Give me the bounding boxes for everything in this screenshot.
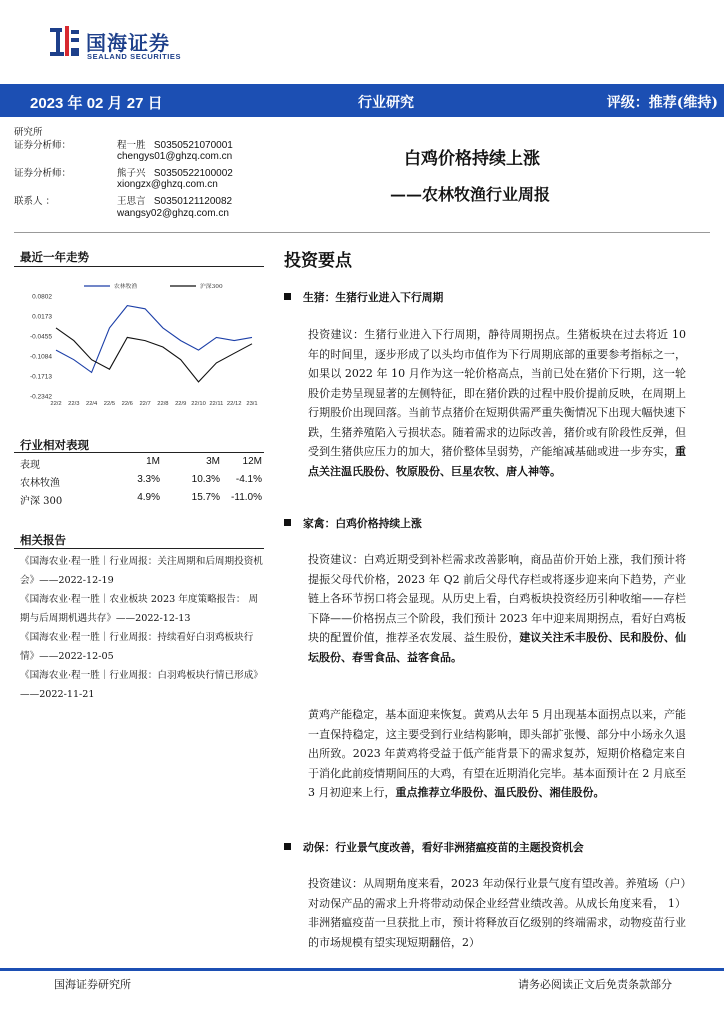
- sealand-logo-icon: [50, 26, 80, 60]
- logo-text-en: SEALAND SECURITIES: [87, 52, 182, 61]
- analyst-2-label: 证券分析师：: [14, 168, 72, 179]
- related-report-link[interactable]: 《国海农业·程一胜｜农业板块 2023 年度策略报告： 周期与后周期机遇共存》——2022-12-13: [20, 594, 259, 624]
- report-title: 白鸡价格持续上涨: [404, 149, 540, 169]
- perf-header-cell: 表现: [20, 460, 40, 471]
- chart-series-line: [56, 328, 252, 382]
- footer-rule: [0, 968, 724, 971]
- chart-xtick-label: 22/8: [157, 401, 169, 406]
- chart-xtick-label: 22/5: [103, 401, 116, 406]
- paragraph-text: 投资建议：白鸡近期受到补栏需求改善影响，商品苗价开始上涨，我们预计将提振父母代价格，2023 年 Q2 前后父母代存栏或将逐步迎来向下趋势，产业链上各环节拐口将会显现。从历史上看，白鸡板块投资经历引种收缩——存栏下降——价格拐点三个阶段，我们预计 2023 年中迎来周期拐点，看好白鸡板块的配置价值，推荐圣农发展、益生股份，: [308, 553, 686, 644]
- analyst-2-name: 熊子兴: [117, 168, 146, 179]
- analyst-1-name: 程一胜: [117, 140, 146, 151]
- chart-xtick-label: 22/2: [50, 401, 62, 406]
- perf-heading-rule: [14, 452, 264, 453]
- perf-header-cell: 12M: [242, 456, 262, 467]
- bullet-square-icon: [284, 843, 291, 850]
- perf-cell: 沪深 300: [20, 496, 63, 507]
- perf-cell: 10.3%: [191, 474, 220, 485]
- perf-cell: 15.7%: [191, 492, 220, 503]
- trend-heading-rule: [14, 266, 264, 267]
- logo-text-cn: 国海证券: [86, 31, 170, 55]
- report-type: 行业研究: [358, 95, 414, 111]
- paragraph: [308, 874, 686, 952]
- perf-cell: 4.9%: [137, 492, 160, 503]
- section-title-poultry: [284, 516, 422, 531]
- bullet-square-icon: [284, 519, 291, 526]
- chart-series-line: [56, 306, 252, 373]
- header-divider: [14, 232, 710, 233]
- perf-cell: 农林牧渔: [20, 478, 60, 489]
- rating: 评级：推荐(维持): [606, 95, 718, 111]
- chart-xtick-label: 22/10: [191, 401, 206, 406]
- chart-xtick-label: 23/1: [246, 401, 258, 406]
- chart-ytick-label: 0.0802: [32, 293, 52, 301]
- footer-disclaimer: 请务必阅读正文后免责条款部分: [518, 978, 672, 991]
- section-title-text: 动保：行业景气度改善，看好非洲猪瘟疫苗的主题投资机会: [303, 841, 584, 854]
- chart-ytick-label: -0.0455: [29, 333, 52, 341]
- paragraph-text: 黄鸡产能稳定，基本面迎来恢复。黄鸡从去年 5 月出现基本面拐点以来，产能一直保持稳定，这主要受到行业结构影响，即头部扩张慢、部分中小场永久退出所致。2023 年黄鸡将受益于低产能背景下的需求复苏，短期价格稳定来自于消化此前疫情期间压的大鸡，有望在近期消化完毕。基本面预计在 2 月底至 3 月初迎来上行，: [308, 708, 686, 799]
- chart-xtick-label: 22/6: [121, 401, 133, 406]
- analyst-1-email[interactable]: chengys01@ghzq.com.cn: [117, 151, 233, 162]
- section-title-pig: [284, 290, 443, 305]
- footer-institute: 国海证券研究所: [54, 978, 131, 991]
- paragraph-text: 投资建议：从周期角度来看，2023 年动保行业景气度有望改善。养殖场（户）对动保产品的需求上升将带动动保企业经营业绩改善。从成长角度来看， 1）非洲猪瘟疫苗一旦获批上市，预计将释放百亿级别的终端需求，动物疫苗行业的市场规模有望实现短期翻倍，2）: [308, 877, 686, 949]
- reports-heading-rule: [14, 548, 264, 549]
- perf-row: [20, 474, 264, 492]
- section-heading-key-points: 投资要点: [284, 251, 352, 271]
- chart-xtick-label: 22/7: [139, 401, 151, 406]
- paragraph-bold: 建议关注禾丰股份、民和股份、仙坛股份、春雪食品、益客食品。: [308, 631, 687, 664]
- section-title-text: 生猪：生猪行业进入下行周期: [303, 291, 444, 304]
- perf-row: [20, 492, 264, 510]
- related-report-link[interactable]: 《国海农业·程一胜｜行业周报：持续看好白羽鸡板块行情》——2022-12-05: [20, 632, 254, 662]
- analyst-2-email[interactable]: xiongzx@ghzq.com.cn: [117, 179, 218, 190]
- perf-header-cell: 1M: [146, 456, 160, 467]
- contact-email[interactable]: wangsy02@ghzq.com.cn: [117, 208, 229, 219]
- related-report-link[interactable]: 《国海农业·程一胜｜行业周报：白羽鸡板块行情已形成》——2022-11-21: [20, 670, 263, 700]
- paragraph: [308, 705, 686, 803]
- report-date: 2023 年 02 月 27 日: [30, 95, 163, 112]
- contact-label: 联系人 ：: [14, 196, 56, 207]
- related-report-link[interactable]: 《国海农业·程一胜｜行业周报：关注周期和后周期投资机会》——2022-12-19: [20, 556, 263, 586]
- institute-label: 研究所: [14, 127, 43, 138]
- reports-heading: 相关报告: [20, 533, 66, 547]
- paragraph-bold: 重点推荐立华股份、温氏股份、湘佳股份。: [395, 786, 605, 799]
- perf-cell: -11.0%: [231, 492, 262, 503]
- analyst-2-cert: S0350522100002: [153, 168, 233, 179]
- related-reports: [20, 552, 266, 704]
- contact-name: 王思言: [117, 196, 146, 207]
- paragraph: [308, 325, 686, 481]
- chart-xtick-label: 22/9: [175, 401, 187, 406]
- section-title-animal-health: [284, 840, 584, 855]
- contact-cert: S0350121120082: [153, 196, 233, 207]
- paragraph: [308, 550, 686, 667]
- report-subtitle: ——农林牧渔行业周报: [390, 185, 551, 204]
- chart-ytick-label: -0.1084: [29, 353, 52, 361]
- perf-heading: 行业相对表现: [20, 438, 89, 452]
- paragraph-bold: 重点关注温氏股份、牧原股份、巨星农牧、唐人神等。: [308, 445, 686, 478]
- analyst-1-label: 证券分析师：: [14, 140, 72, 151]
- perf-header-row: [20, 456, 264, 474]
- chart-ytick-label: -0.1713: [29, 373, 52, 381]
- analyst-1-cert: S0350521070001: [153, 140, 233, 151]
- perf-cell: 3.3%: [137, 474, 160, 485]
- chart-xtick-label: 22/11: [209, 401, 224, 406]
- chart-legend-label: 沪深300: [200, 284, 223, 290]
- trend-heading: 最近一年走势: [20, 250, 89, 264]
- perf-header-cell: 3M: [206, 456, 220, 467]
- chart-xtick-label: 22/12: [226, 401, 242, 406]
- trend-chart: [20, 278, 260, 406]
- section-title-text: 家禽：白鸡价格持续上涨: [303, 517, 422, 530]
- chart-xtick-label: 22/4: [85, 401, 98, 406]
- chart-ytick-label: -0.2342: [29, 393, 52, 401]
- paragraph-text: 投资建议：生猪行业进入下行周期，静待周期拐点。生猪板块在过去将近 10 年的时间里，逐步形成了以头均市值作为下行周期底部的重要参考指标之一，如果以 2022 年 10 月作为这一轮价格高点，当前已处在猪价下行期，这一轮股价走势呈现显著的左侧特征，即在猪价跌的过程中股价提前反映，在周期上行期股价出现回落。当前节点猪价在短期供需严重失衡情况下出现大幅快速下跌，生猪养殖陷入亏损状态。随着需求的边际改善，猪价或有阶段性反弹，但受到生猪供应压力的加大，猪价整体呈弱势，产能缩减基础或进一步夯实，: [308, 328, 686, 458]
- chart-xtick-label: 22/3: [68, 401, 80, 406]
- perf-cell: -4.1%: [235, 474, 262, 485]
- chart-ytick-label: 0.0173: [32, 313, 52, 321]
- chart-legend-label: 农林牧渔: [114, 284, 138, 290]
- bullet-square-icon: [284, 293, 291, 300]
